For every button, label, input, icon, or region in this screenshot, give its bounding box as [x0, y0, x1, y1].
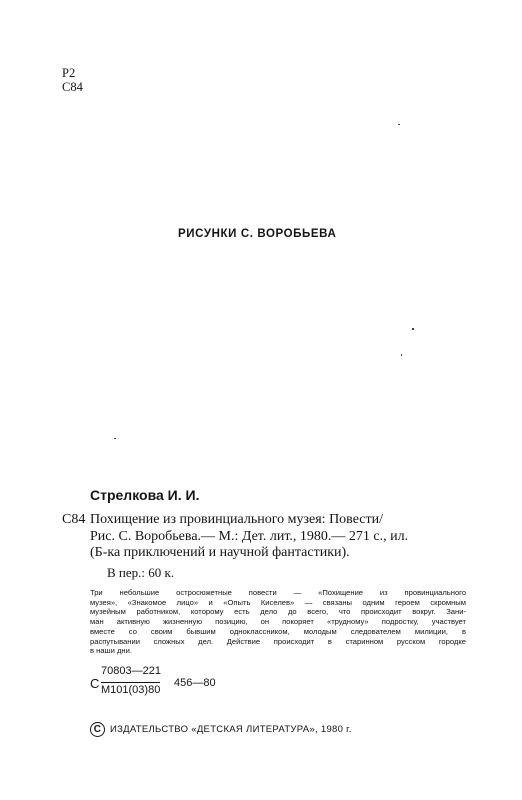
annotation-line: музейным работником, которому есть дело до всего, что происходит вокруг. Зани- [90, 607, 466, 617]
price: В пер.: 60 к. [107, 565, 175, 580]
print-speck [401, 354, 402, 356]
annotation-line: ман активную жизненную позицию, он покоряет «трудному» подростку, участвует [90, 617, 466, 627]
bibliographic-line: Рис. С. Воробьева.— М.: Дет. лит., 1980.— 271 с., ил. [90, 528, 409, 544]
copyright-icon: C [90, 722, 105, 737]
classification-code-2: С84 [62, 80, 83, 94]
classification-codes [62, 66, 83, 94]
author-name: Стрелкова И. И. [90, 487, 200, 503]
publisher-text: ИЗДАТЕЛЬСТВО «ДЕТСКАЯ ЛИТЕРАТУРА», 1980 г. [109, 724, 352, 736]
bibliographic-line: (Б-ка приключений и научной фантастики). [90, 545, 350, 560]
annotation [90, 588, 466, 656]
print-speck [114, 438, 116, 439]
publisher-line [90, 722, 352, 737]
formula-letter: С [90, 676, 100, 691]
formula-denominator: М101(03)80 [101, 684, 161, 696]
annotation-line: вместе со своим бывшим одноклассником, молодым следователем милиции, в [90, 626, 466, 636]
annotation-line: музея», «Знакомое лицо» и «Опыть Киселев» — связаны одним героем скромным [90, 597, 466, 607]
annotation-line: в наши дни. [90, 646, 132, 656]
formula-tail: 456—80 [174, 677, 216, 689]
print-speck [398, 124, 400, 125]
print-speck [412, 328, 414, 330]
classification-code-1: Р2 [62, 66, 76, 80]
bibliographic-line: Похищение из провинциального музея: Повести/ [90, 512, 383, 527]
illustrator-line: РИСУНКИ С. ВОРОБЬЕВА [178, 228, 337, 240]
annotation-line: Три небольшие остросюжетные повести — «Похищение из провинциального [90, 588, 466, 597]
bibliographic-description [90, 512, 408, 562]
annotation-line: распутывании сложных дел. Действие происходит в старинном русском городке [90, 636, 466, 646]
formula-numerator: 70803—221 [101, 665, 161, 677]
author-code: С84 [62, 512, 86, 527]
